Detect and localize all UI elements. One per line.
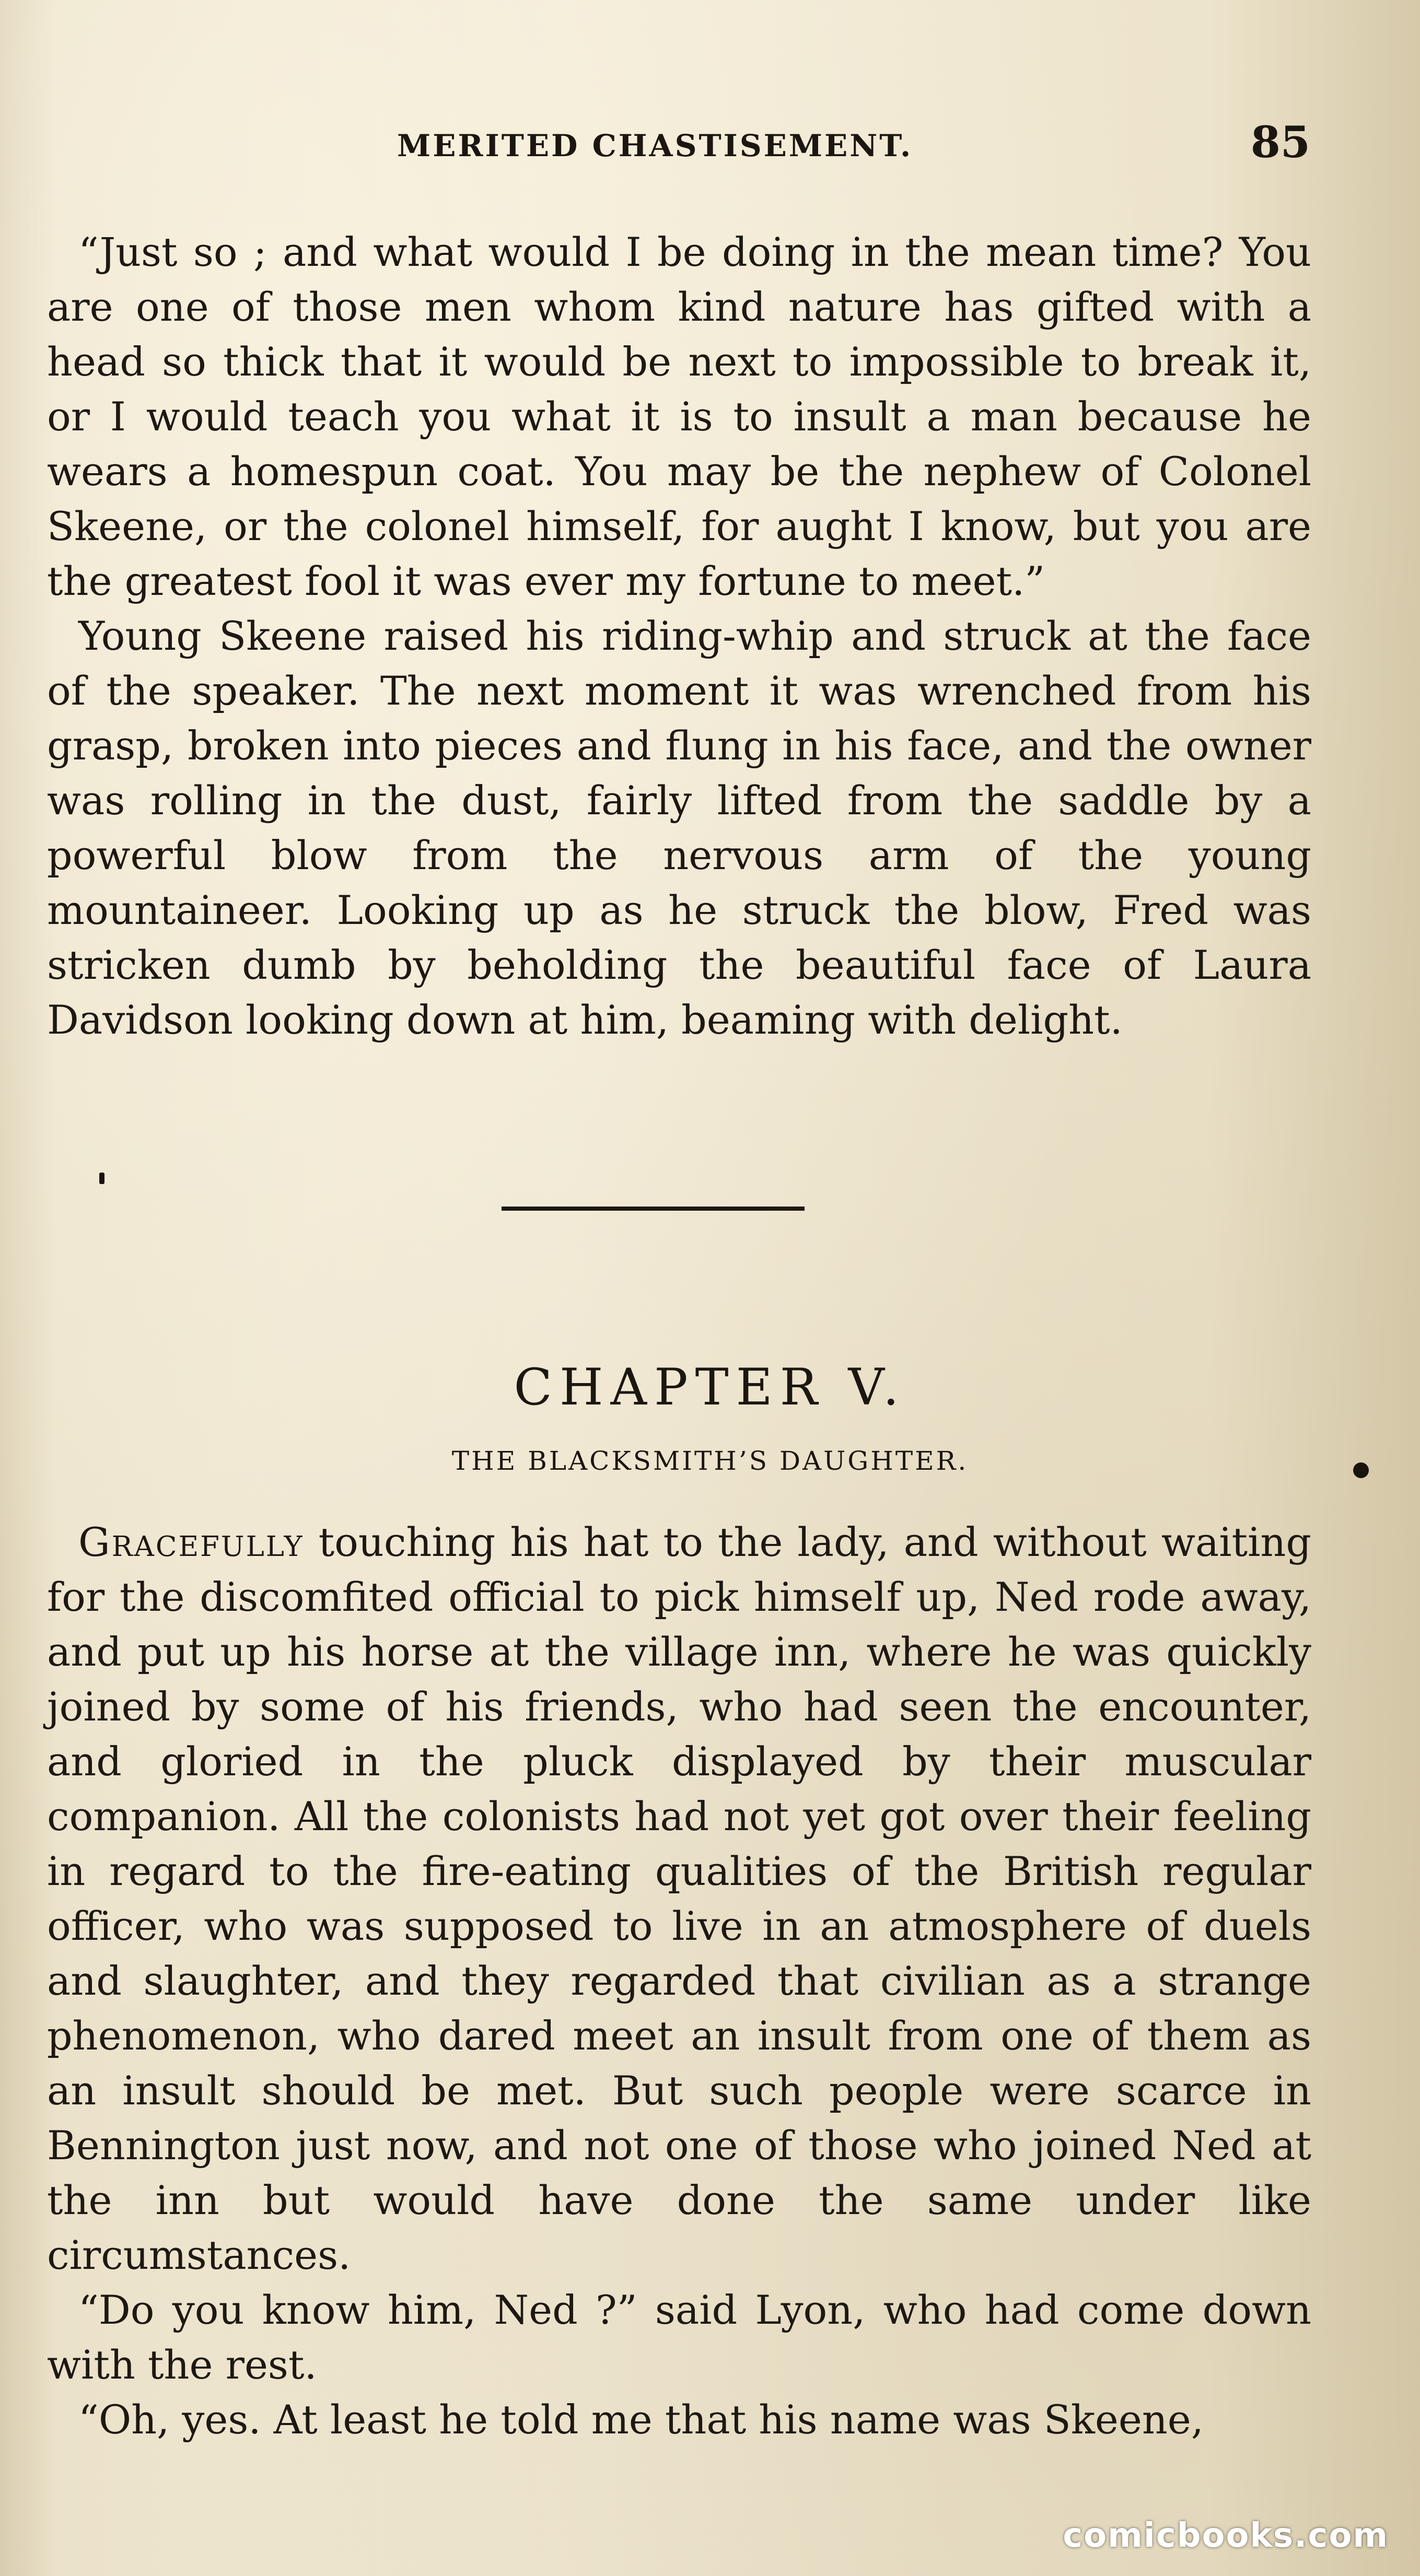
bottom-text-block: [47, 1515, 1311, 2447]
paragraph: Young Skeene raised his riding-whip and struck at the face of the speaker. The next moment it was wrenched from his grasp, broken into pieces and flung in his face, and the owner was rolling in the dust, fairly lifted from the saddle by a powerful blow from the nervous arm of the young mountaineer. Looking up as he struck the blow, Fred was stricken dumb by beholding the beautiful face of Laura Davidson looking down at him, beaming with delight.: [47, 613, 1311, 1043]
section-divider: [502, 1207, 805, 1211]
paragraph-text: touching his hat to the lady, and without waiting for the discomfited official to pick himself up, Ned rode away, and put up his horse at the village inn, where he was quickly joined by some of his friends, who had seen the encounter, and gloried in the pluck displayed by their muscular companion. All the colonists had not yet got over their feeling in regard to the fire-eating qualities of the British regular officer, who was supposed to live in an atmosphere of duels and slaughter, and they regarded that civilian as a strange phenomenon, who dared meet an insult from one of them as an insult should be met. But such people were scarce in Bennington just now, and not one of those who joined Ned at the inn but would have done the same under like circumstances.: [47, 1519, 1311, 2278]
opening-word: Gracefully: [78, 1519, 304, 1565]
paragraph: “Just so ; and what would I be doing in the mean time? You are one of those men whom kind nature has gifted with a head so thick that it would be next to impossible to break it, or I would teach you what it is to insult a man because he wears a homespun coat. You may be the nephew of Colonel Skeene, or the colonel himself, for aught I know, but you are the greatest fool it was ever my fortune to meet.”: [47, 229, 1311, 604]
running-head: MERITED CHASTISEMENT.: [397, 128, 913, 163]
page-number: 85: [1250, 118, 1310, 168]
paragraph: [47, 1515, 1311, 2282]
ink-spot: [99, 1173, 104, 1184]
chapter-subtitle: THE BLACKSMITH’S DAUGHTER.: [451, 1446, 969, 1476]
ink-spot: [1353, 1462, 1369, 1478]
top-text-block: [47, 225, 1311, 1047]
watermark: comicbooks.com: [1063, 2516, 1389, 2555]
paragraph: “Do you know him, Ned ?” said Lyon, who had come down with the rest.: [47, 2287, 1311, 2388]
paragraph: “Oh, yes. At least he told me that his name was Skeene,: [78, 2396, 1204, 2443]
chapter-title: CHAPTER V.: [514, 1358, 906, 1416]
